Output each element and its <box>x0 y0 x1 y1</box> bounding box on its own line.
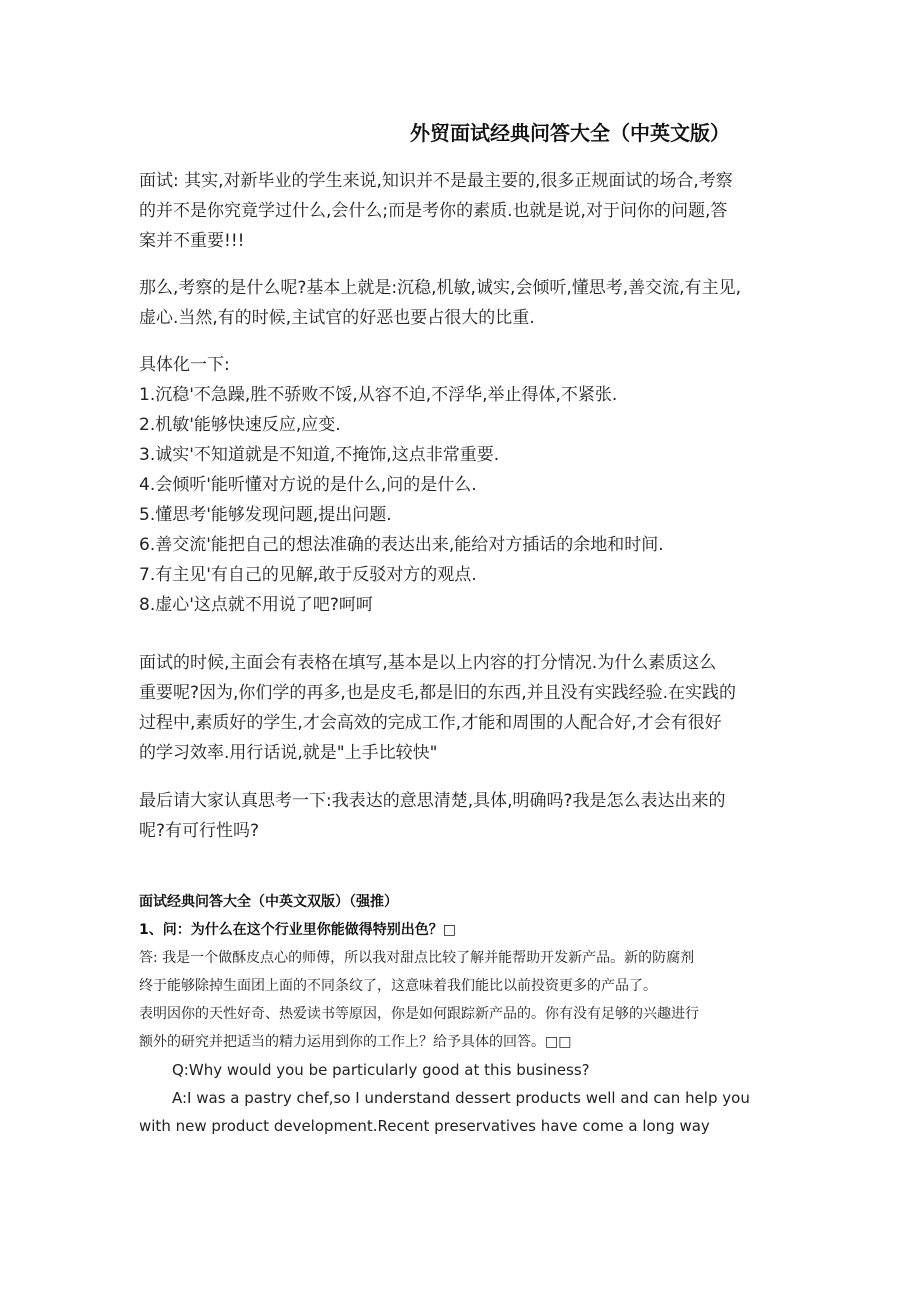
details-list <box>139 350 799 620</box>
qualities-line: 那么,考察的是什么呢?基本上就是:沉稳,机敏,诚实,会倾听,懂思考,善交流,有主见, <box>139 278 741 298</box>
details-item: 6.善交流'能把自己的想法准确的表达出来,能给对方插话的余地和时间. <box>139 535 664 555</box>
details-item: 4.会倾听'能听懂对方说的是什么,问的是什么. <box>139 475 477 495</box>
question-1-en: Q:Why would you be particularly good at this business? <box>172 1061 590 1079</box>
answer-1-en-line: A:I was a pastry chef,so I understand dessert products well and can help you <box>172 1089 750 1107</box>
scoring-line: 重要呢?因为,你们学的再多,也是皮毛,都是旧的东西,并且没有实践经验.在实践的 <box>139 683 737 703</box>
answer-1-cn-line: 终于能够除掉生面团上面的不同条纹了，这意味着我们能比以前投资更多的产品了。 <box>139 978 657 994</box>
answer-1-cn-line: 额外的研究并把适当的精力运用到你的工作上？给予具体的回答。□□ <box>139 1034 572 1050</box>
details-item: 3.诚实'不知道就是不知道,不掩饰,这点非常重要. <box>139 445 500 465</box>
details-heading: 具体化一下: <box>139 355 230 375</box>
intro-line: 案并不重要!!! <box>139 231 245 251</box>
details-item: 5.懂思考'能够发现问题,提出问题. <box>139 505 392 525</box>
closing-line: 最后请大家认真思考一下:我表达的意思清楚,具体,明确吗?我是怎么表达出来的 <box>139 791 726 811</box>
scoring-line: 面试的时候,主面会有表格在填写,基本是以上内容的打分情况.为什么素质这么 <box>139 653 717 673</box>
answer-1-cn-line: 表明因你的天性好奇、热爱读书等原因，你是如何跟踪新产品的。你有没有足够的兴趣进行 <box>139 1006 699 1022</box>
answer-1-cn-line: 答: 我是一个做酥皮点心的师傅，所以我对甜点比较了解并能帮助开发新产品。新的防腐剂 <box>139 950 695 966</box>
qa-section-heading: 面试经典问答大全（中英文双版）（强推） <box>139 894 398 910</box>
scoring-line: 的学习效率.用行话说,就是"上手比较快" <box>139 743 438 763</box>
scoring-line: 过程中,素质好的学生,才会高效的完成工作,才能和周围的人配合好,才会有很好 <box>139 713 722 733</box>
answer-1-en-line: with new product development.Recent preservatives have come a long way <box>139 1117 710 1135</box>
details-item: 1.沉稳'不急躁,胜不骄败不馁,从容不迫,不浮华,举止得体,不紧张. <box>139 385 618 405</box>
intro-line: 面试: 其实,对新毕业的学生来说,知识并不是最主要的,很多正规面试的场合,考察 <box>139 171 733 191</box>
intro-line: 的并不是你究竟学过什么,会什么;而是考你的素质.也就是说,对于问你的问题,答 <box>139 201 728 221</box>
document-title: 外贸面试经典问答大全（中英文版） <box>410 121 730 145</box>
qualities-paragraph <box>139 273 799 333</box>
details-item: 2.机敏'能够快速反应,应变. <box>139 415 341 435</box>
details-item: 7.有主见'有自己的见解,敢于反驳对方的观点. <box>139 565 477 585</box>
intro-paragraph <box>139 166 799 256</box>
question-1: 1、问：为什么在这个行业里你能做得特别出色？□ <box>139 922 456 938</box>
qa-section <box>139 888 799 1140</box>
qualities-line: 虚心.当然,有的时候,主试官的好恶也要占很大的比重. <box>139 308 535 328</box>
scoring-paragraph <box>139 648 799 768</box>
closing-paragraph <box>139 786 799 846</box>
details-item: 8.虚心'这点就不用说了吧?呵呵 <box>139 595 373 615</box>
closing-line: 呢?有可行性吗? <box>139 821 260 841</box>
